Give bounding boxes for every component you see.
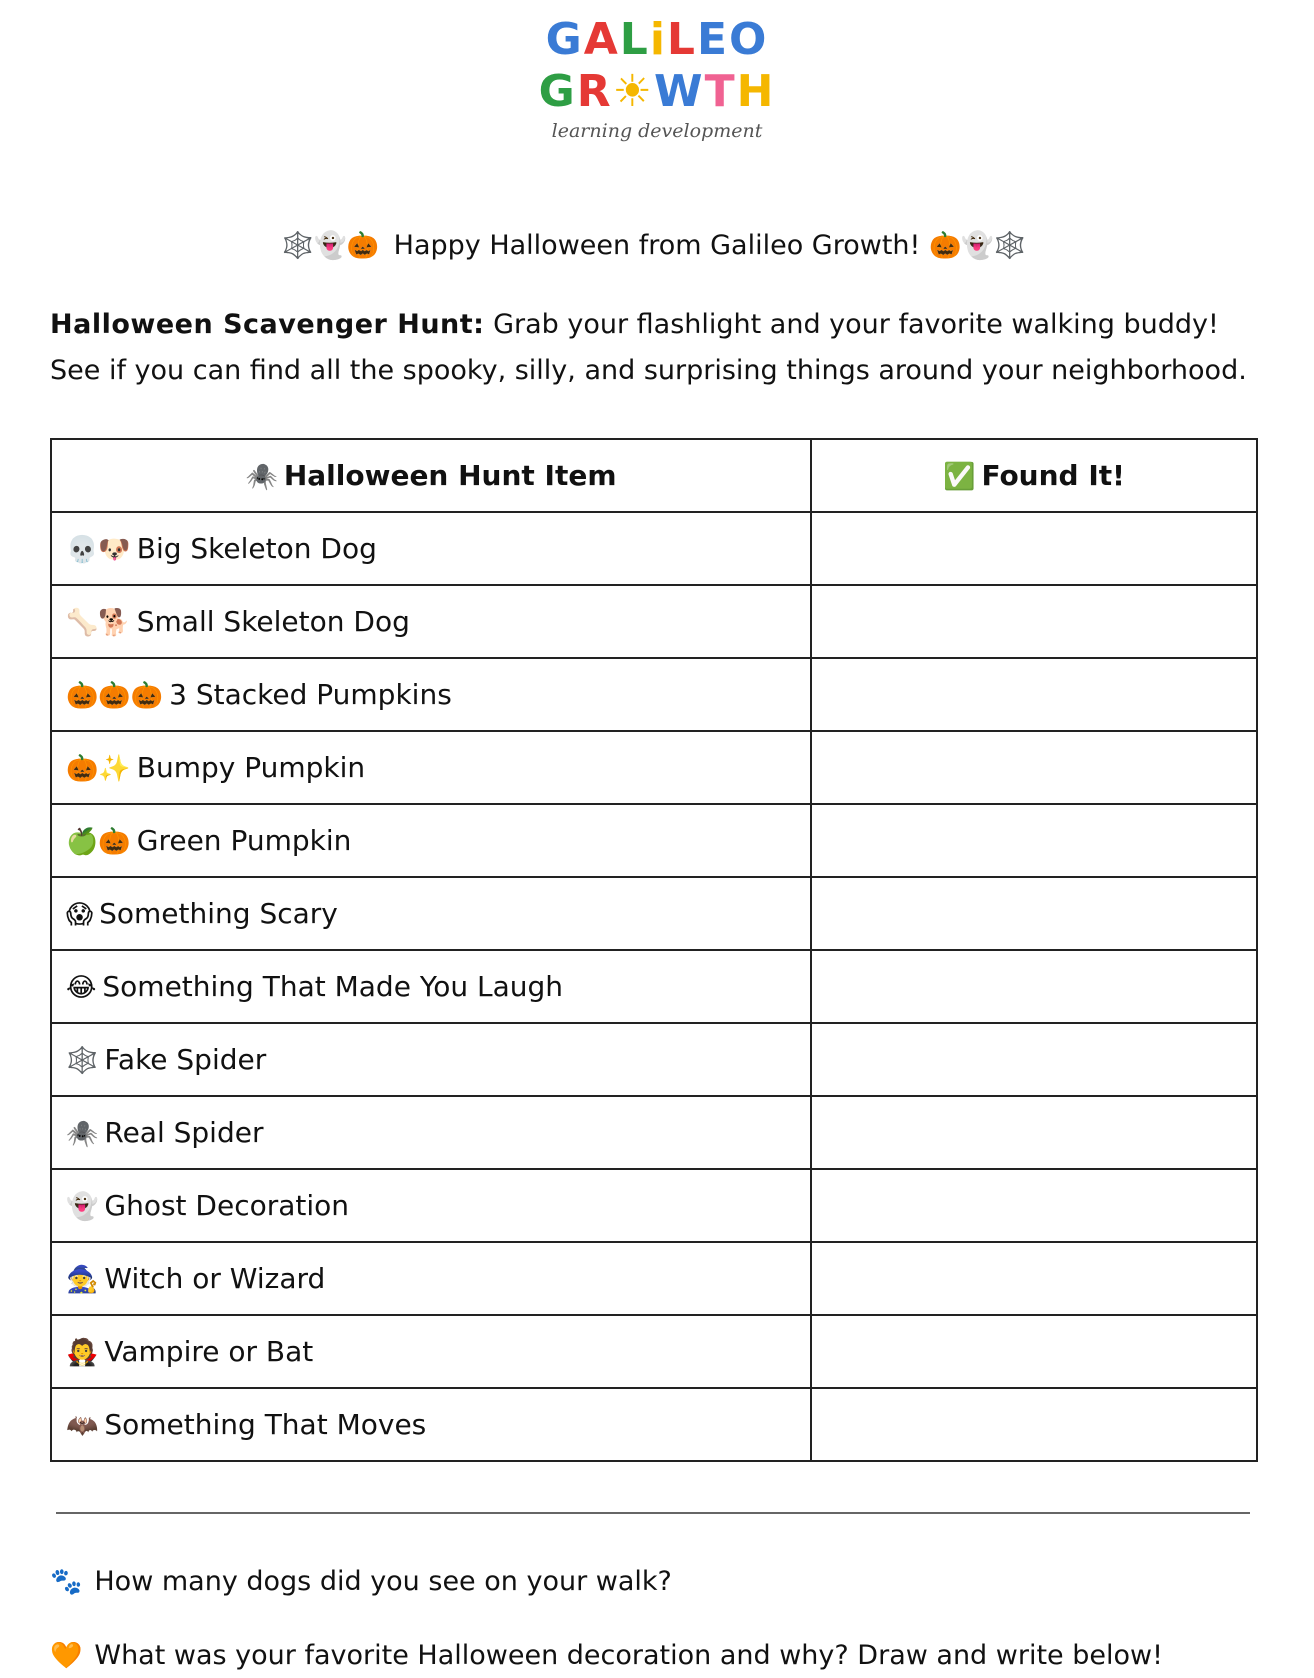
question-favorite-decoration [50,1636,1280,1676]
hunt-item-label: Ghost Decoration [104,1189,350,1222]
table-row [51,804,1257,877]
hunt-item-cell [51,1388,811,1461]
found-it-cell[interactable] [811,950,1257,1023]
found-it-cell[interactable] [811,877,1257,950]
found-it-cell[interactable] [811,1023,1257,1096]
found-it-cell[interactable] [811,1315,1257,1388]
hunt-item-label: Witch or Wizard [104,1262,326,1295]
table-row [51,1315,1257,1388]
logo-letter: O [729,14,769,65]
hunt-item-icon: 🦴🐕 [66,608,131,638]
logo-letter: L [619,14,650,65]
table-row [51,1388,1257,1461]
hunt-item-label: Something Scary [99,897,338,930]
table-row [51,512,1257,585]
hunt-item-label: Small Skeleton Dog [136,605,410,638]
orange-heart-icon: 🧡 [50,1641,83,1671]
greeting-text: Happy Halloween from Galileo Growth! [393,230,921,261]
hunt-item-icon: 😂 [66,973,97,1003]
hunt-item-cell [51,512,811,585]
logo-letter: L [666,14,697,65]
paw-prints-icon: 🐾 [50,1567,83,1597]
web-ghost-pumpkin-icons: 🕸️👻🎃 [281,231,380,261]
hunt-item-label: Real Spider [104,1116,264,1149]
hunt-item-label: Fake Spider [104,1043,267,1076]
scavenger-hunt-table [50,438,1258,1462]
found-it-cell[interactable] [811,1242,1257,1315]
intro-text: Grab your flashlight and your favorite walking buddy! See if you can find all the spooky, silly, and surprising things around your neighborhood. [50,309,1247,386]
found-it-cell[interactable] [811,804,1257,877]
logo-letter: A [583,14,620,65]
hunt-item-cell [51,1242,811,1315]
intro-paragraph [50,302,1260,394]
divider [56,1512,1250,1514]
table-row [51,1169,1257,1242]
table-row [51,950,1257,1023]
logo-letter: E [696,14,730,65]
hunt-item-cell [51,585,811,658]
header-found-it [811,439,1257,512]
logo-letter: G [538,66,577,117]
hunt-item-icon: 🎃✨ [66,754,131,784]
question-dogs [50,1562,1280,1602]
found-it-cell[interactable] [811,1096,1257,1169]
logo-letter: i [649,14,667,65]
logo [0,14,1314,142]
spider-icon: 🕷️ [245,462,278,492]
check-mark-icon: ✅ [943,462,976,492]
table-row [51,1023,1257,1096]
hunt-item-label: Big Skeleton Dog [136,532,377,565]
found-it-cell[interactable] [811,512,1257,585]
logo-letter: G [545,14,584,65]
logo-line-growth [0,66,1314,118]
hunt-item-cell [51,1023,811,1096]
hunt-item-icon: 🕷️ [66,1119,99,1149]
hunt-item-icon: 🦇 [66,1411,99,1441]
logo-letter: H [736,66,776,117]
logo-letter: T [704,66,737,117]
table-row [51,731,1257,804]
hunt-item-icon: 🧙 [66,1265,99,1295]
question-favorite-decoration-text: What was your favorite Halloween decoration and why? Draw and write below! [94,1640,1163,1671]
hunt-item-icon: 🎃🎃🎃 [66,681,164,711]
found-it-cell[interactable] [811,585,1257,658]
hunt-item-cell [51,804,811,877]
hunt-item-icon: 🧛 [66,1338,99,1368]
hunt-item-cell [51,731,811,804]
found-it-cell[interactable] [811,731,1257,804]
hunt-item-label: Green Pumpkin [136,824,352,857]
table-row [51,1242,1257,1315]
hunt-item-icon: 💀🐶 [66,535,131,565]
hunt-item-cell [51,1096,811,1169]
table-row [51,658,1257,731]
table-header-row [51,439,1257,512]
found-it-cell[interactable] [811,1169,1257,1242]
hunt-item-label: Vampire or Bat [104,1335,314,1368]
table-row [51,877,1257,950]
table-row [51,1096,1257,1169]
hunt-item-icon: 😱 [66,900,94,930]
hunt-item-label: Something That Made You Laugh [102,970,564,1003]
hunt-item-cell [51,950,811,1023]
header-hunt-item-label: Halloween Hunt Item [283,459,617,492]
found-it-cell[interactable] [811,658,1257,731]
pumpkin-ghost-web-icons: 🎃👻🕸️ [928,231,1027,261]
hunt-item-cell [51,1169,811,1242]
logo-letter: ☀ [612,66,655,117]
hunt-item-cell [51,1315,811,1388]
logo-line-galileo [0,14,1314,66]
logo-tagline: learning development [551,120,763,142]
hunt-item-icon: 🍏🎃 [66,827,131,857]
hunt-item-label: 3 Stacked Pumpkins [169,678,452,711]
table-row [51,585,1257,658]
question-dogs-text: How many dogs did you see on your walk? [94,1566,672,1597]
hunt-item-label: Bumpy Pumpkin [136,751,366,784]
found-it-cell[interactable] [811,1388,1257,1461]
hunt-item-icon: 👻 [66,1192,99,1222]
hunt-item-cell [51,658,811,731]
logo-letter: R [576,66,613,117]
header-found-it-label: Found It! [981,459,1125,492]
hunt-item-cell [51,877,811,950]
greeting-heading [0,226,1314,266]
hunt-item-label: Something That Moves [104,1408,427,1441]
logo-letter: W [654,66,705,117]
intro-label: Halloween Scavenger Hunt: [50,309,485,340]
hunt-item-icon: 🕸️ [66,1046,99,1076]
header-hunt-item [51,439,811,512]
